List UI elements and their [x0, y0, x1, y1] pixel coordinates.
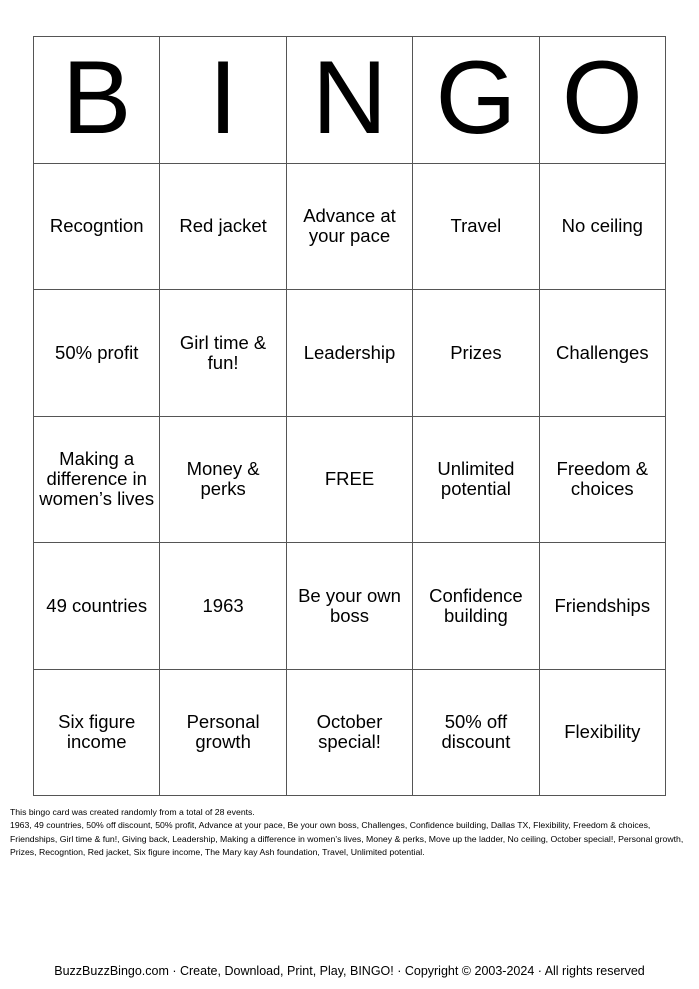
bingo-cell: 49 countries [34, 543, 160, 670]
bingo-cell: Freedom & choices [540, 417, 666, 544]
free-space-cell: FREE [287, 417, 413, 544]
bingo-card [33, 36, 666, 796]
bingo-cell: Red jacket [160, 164, 286, 291]
bingo-cell: Challenges [540, 290, 666, 417]
bingo-cell: 50% profit [34, 290, 160, 417]
bingo-cell: Friendships [540, 543, 666, 670]
bingo-cell: Unlimited potential [413, 417, 539, 544]
bingo-cell: Advance at your pace [287, 164, 413, 291]
bingo-cell: Prizes [413, 290, 539, 417]
header-n: N [287, 37, 413, 164]
header-o: O [540, 37, 666, 164]
bingo-cell: Girl time & fun! [160, 290, 286, 417]
bingo-cell: 50% off discount [413, 670, 539, 797]
bingo-cell: Money & perks [160, 417, 286, 544]
bingo-cell: Flexibility [540, 670, 666, 797]
bingo-cell: No ceiling [540, 164, 666, 291]
card-info [10, 806, 692, 860]
bingo-cell: Six figure income [34, 670, 160, 797]
bingo-cell: Making a difference in women’s lives [34, 417, 160, 544]
bingo-cell: Confidence building [413, 543, 539, 670]
info-event-list: 1963, 49 countries, 50% off discount, 50% profit, Advance at your pace, Be your own boss, Challenges, Confidence building, Dallas TX, Flexibility, Freedom & choices, Friendships, Girl time & fun!, Giving back, Leadership, Making a difference in women’s lives, Money & perks, Move up the ladder, No ceiling, October special!, Personal growth, Prizes, Recogntion, Red jacket, Six figure income, The Mary kay Ash foundation, Travel, Unlimited potential. [10, 820, 684, 858]
header-i: I [160, 37, 286, 164]
bingo-cell: Be your own boss [287, 543, 413, 670]
bingo-cell: Travel [413, 164, 539, 291]
bingo-cell: Leadership [287, 290, 413, 417]
bingo-cell: 1963 [160, 543, 286, 670]
header-b: B [34, 37, 160, 164]
bingo-cell: Personal growth [160, 670, 286, 797]
bingo-cell: October special! [287, 670, 413, 797]
bingo-cell: Recogntion [34, 164, 160, 291]
footer-text: BuzzBuzzBingo.com · Create, Download, Print, Play, BINGO! · Copyright © 2003-2024 · All rights reserved [54, 964, 645, 978]
info-summary: This bingo card was created randomly from a total of 28 events. [10, 807, 255, 817]
header-g: G [413, 37, 539, 164]
